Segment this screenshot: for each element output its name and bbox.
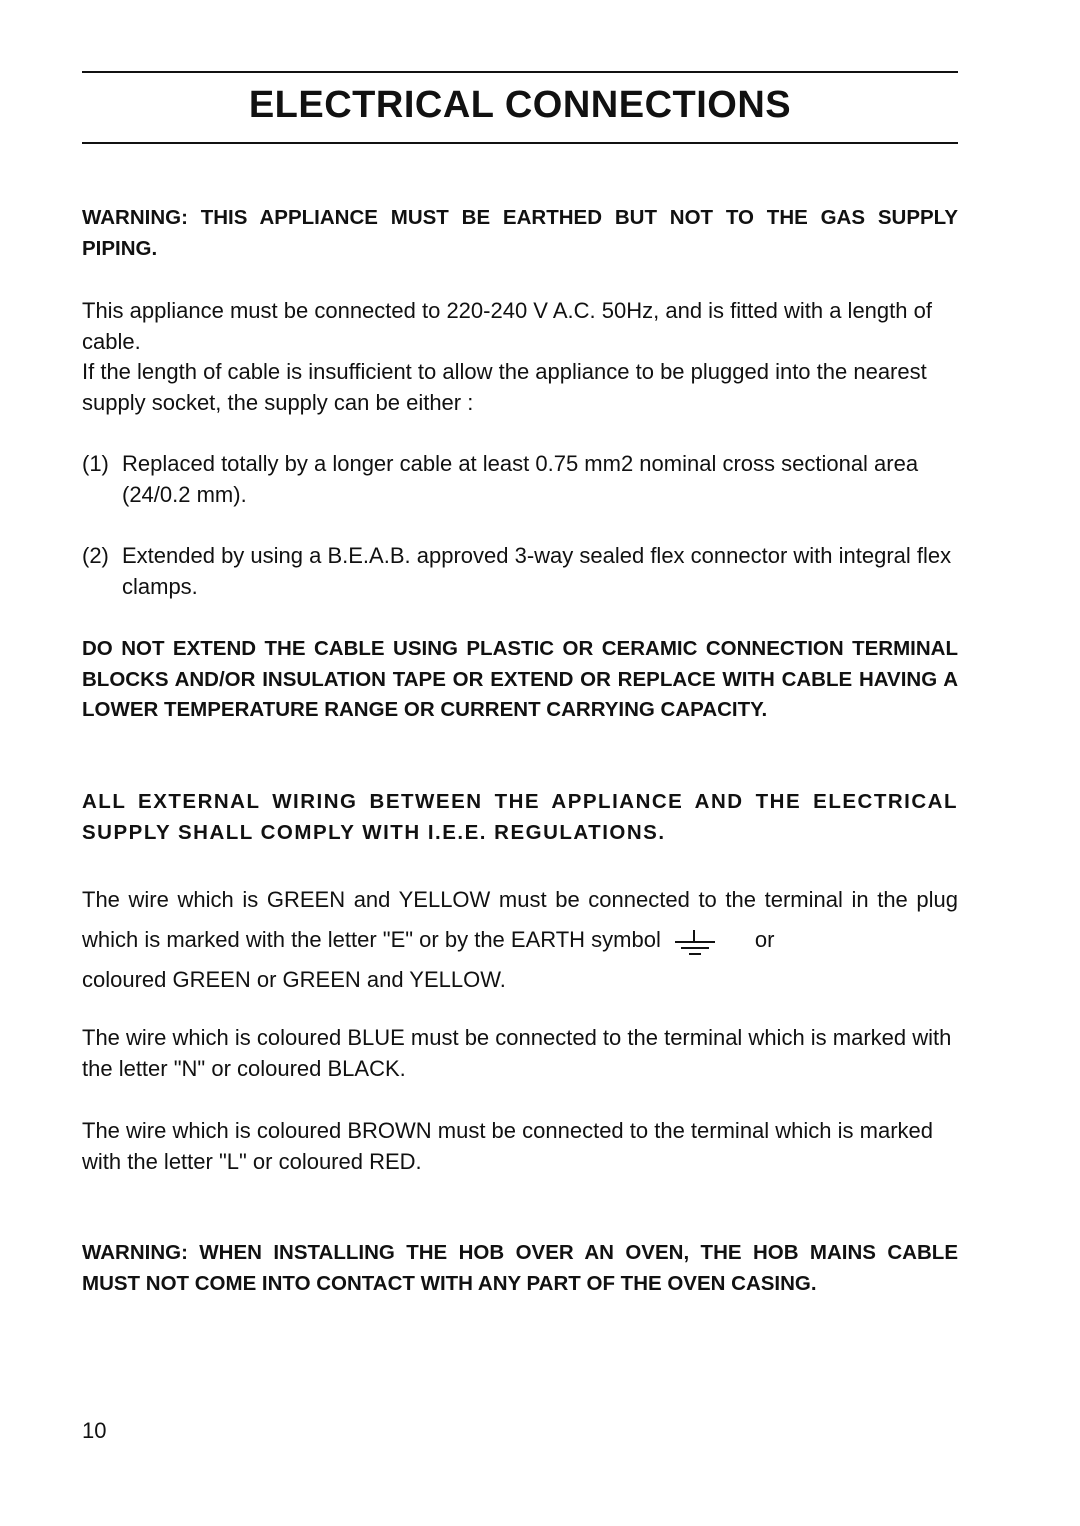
earthing-warning: WARNING: THIS APPLIANCE MUST BE EARTHED BUT NOT TO THE GAS SUPPLY PIPING. — [82, 206, 958, 260]
page-number: 10 — [82, 1418, 107, 1443]
green-wire-or: or — [754, 927, 775, 952]
list-text: Replaced totally by a longer cable at least 0.75 mm2 nominal cross sectional area (24/0.2 mm). — [122, 451, 919, 507]
list-number: (2) — [82, 543, 109, 568]
page-title: ELECTRICAL CONNECTIONS — [248, 84, 792, 126]
green-wire-text: The wire which is GREEN and YELLOW must be connected to the terminal in the plug which is marked with the letter "E" or by the EARTH symbol — [82, 887, 958, 952]
title-rule-bottom — [82, 142, 958, 144]
list-item — [82, 541, 958, 602]
brown-wire-paragraph: The wire which is coloured BROWN must be connected to the terminal which is marked with the letter "L" or coloured RED. — [82, 1118, 934, 1174]
cable-length-paragraph: If the length of cable is insufficient to allow the appliance to be plugged into the nearest supply socket, the supply can be either : — [82, 359, 927, 415]
regulations-notice: ALL EXTERNAL WIRING BETWEEN THE APPLIANCE AND THE ELECTRICAL SUPPLY SHALL COMPLY WITH I.E.E. REGULATIONS. — [82, 790, 958, 844]
title-rule-top — [82, 71, 958, 73]
earth-symbol-icon — [675, 928, 715, 954]
supply-paragraph: This appliance must be connected to 220-240 V A.C. 50Hz, and is fitted with a length of cable. — [82, 298, 932, 354]
list-item — [82, 449, 958, 510]
list-number: (1) — [82, 451, 109, 476]
blue-wire-paragraph: The wire which is coloured BLUE must be connected to the terminal which is marked with the letter "N" or coloured BLACK. — [82, 1025, 952, 1081]
cable-extension-warning: DO NOT EXTEND THE CABLE USING PLASTIC OR CERAMIC CONNECTION TERMINAL BLOCKS AND/OR INSULATION TAPE OR EXTEND OR REPLACE WITH CABLE HAVING A LOWER TEMPERATURE RANGE OR CURRENT CARRYING CAPACITY. — [82, 637, 958, 722]
oven-warning: WARNING: WHEN INSTALLING THE HOB OVER AN OVEN, THE HOB MAINS CABLE MUST NOT COME INTO CONTACT WITH ANY PART OF THE OVEN CASING. — [82, 1241, 958, 1295]
green-yellow-wire-paragraph — [82, 880, 958, 1000]
list-text: Extended by using a B.E.A.B. approved 3-way sealed flex connector with integral flex clamps. — [122, 543, 952, 599]
green-wire-colour-text: coloured GREEN or GREEN and YELLOW. — [82, 967, 506, 992]
